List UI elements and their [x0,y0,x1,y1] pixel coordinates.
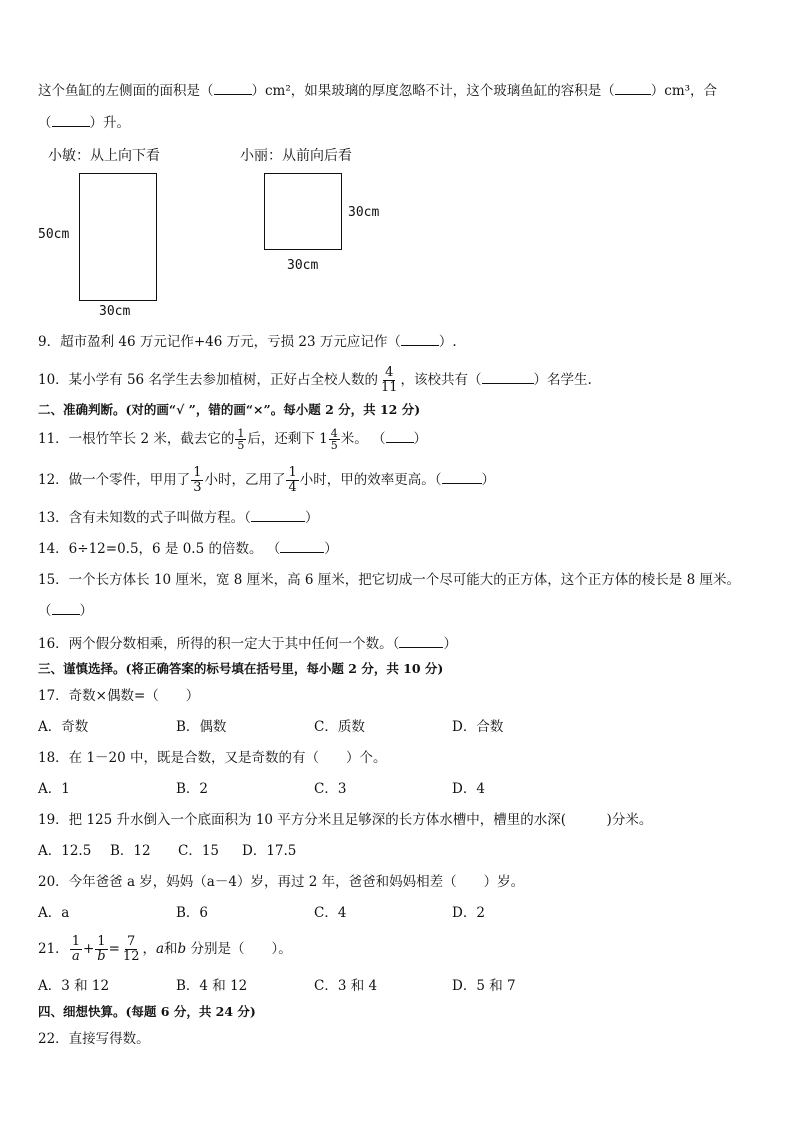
question-12: 12．做一个零件，甲用了 $\frac{1}{3}$ 小时，乙用了 $\frac{1}{4}$ 小时，甲的效率更高。（ ） [38,465,495,495]
fraction: $\frac{1}{4}$ [288,465,297,495]
front-view-square [264,173,342,250]
question-15: 15．一个长方体长 10 厘米，宽 8 厘米，高 6 厘米，把它切成一个尽可能大的正方体，这个正方体的棱长是 8 厘米。 [38,572,740,588]
front-view-width-label: 30cm [287,258,319,273]
top-view-width-label: 30cm [99,304,131,319]
option-a[interactable]: A．奇数 [38,719,89,735]
answer-blank[interactable] [615,82,651,95]
option-b[interactable]: B．偶数 [176,719,227,735]
fraction: $\frac{1}{a}$ [71,934,80,964]
answer-blank[interactable] [214,82,252,95]
question-16: 16．两个假分数相乘，所得的积一定大于其中任何一个数。（ ） [38,636,457,652]
option-d[interactable]: D．2 [452,905,485,921]
option-c[interactable]: C．3 和 4 [314,978,378,994]
answer-blank[interactable] [52,114,90,127]
fraction: $\frac{4}{5}$ [330,427,338,452]
question-13: 13．含有未知数的式子叫做方程。（ ） [38,510,319,526]
question-15-answer: （ ） [38,603,93,619]
fraction: $\frac{1}{3}$ [193,465,202,495]
option-a[interactable]: A．12.5 [38,843,92,859]
question-21: 21． $\frac{1}{a}$ + $\frac{1}{b}$ = $\frac{7}{12}$ ，a和b 分别是（ ）。 [38,934,292,964]
question-18: 18．在 1－20 中，既是合数，又是奇数的有（ ）个。 [38,750,387,766]
option-c[interactable]: C．4 [314,905,347,921]
fraction: $\frac{4}{11}$ [380,365,398,395]
option-d[interactable]: D．17.5 [242,843,297,859]
question-11: 11．一根竹竿长 2 米，截去它的 $\frac{1}{5}$ 后，还剩下 1 $\frac{4}{5}$ 米。 （ ） [38,427,428,452]
top-view-title: 小敏：从上向下看 [48,148,160,164]
question-9: 9．超市盈利 46 万元记作+46 万元，亏损 23 万元应记作（ ）. [38,334,457,350]
option-c[interactable]: C．3 [314,781,347,797]
answer-blank[interactable] [482,371,534,384]
answer-blank[interactable] [399,635,443,648]
answer-blank[interactable] [401,333,439,346]
option-d[interactable]: D．4 [452,781,485,797]
section-2-heading: 二、准确判断。(对的画“√ ”，错的画“×”。每小题 2 分，共 12 分) [38,402,421,417]
question-17: 17．奇数×偶数=（ ） [38,688,200,704]
question-22: 22．直接写得数。 [38,1031,150,1047]
answer-blank[interactable] [442,471,482,484]
option-b[interactable]: B．4 和 12 [176,978,248,994]
fraction: $\frac{1}{5}$ [237,427,245,452]
q8-line1: 这个鱼缸的左侧面的面积是（ ）cm²，如果玻璃的厚度忽略不计，这个玻璃鱼缸的容积是（ ）cm³，合 [38,83,718,99]
answer-blank[interactable] [52,602,80,615]
option-b[interactable]: B．12 [110,843,151,859]
front-view-title: 小丽：从前向后看 [240,148,352,164]
question-10: 10．某小学有 56 名学生去参加植树，正好占全校人数的 $\frac{4}{11}$ ，该校共有（ ）名学生. [38,365,592,395]
fraction: $\frac{1}{b}$ [97,934,106,964]
option-a[interactable]: A．1 [38,781,70,797]
top-view-rectangle [79,173,157,301]
fraction: $\frac{7}{12}$ [122,934,140,964]
question-19: 19．把 125 升水倒入一个底面积为 10 平方分米且足够深的长方体水槽中，槽里的水深( )分米。 [38,812,653,828]
option-a[interactable]: A．a [38,905,70,921]
top-view-height-label: 50cm [38,227,70,242]
option-c[interactable]: C．15 [178,843,220,859]
answer-blank[interactable] [386,430,414,443]
question-20: 20．今年爸爸 a 岁，妈妈（a－4）岁，再过 2 年，爸爸和妈妈相差（ ）岁。 [38,874,525,890]
option-a[interactable]: A．3 和 12 [38,978,110,994]
answer-blank[interactable] [280,540,324,553]
question-14: 14．6÷12=0.5，6 是 0.5 的倍数。 （ ） [38,541,338,557]
q8-line2: （ ）升。 [38,115,130,131]
answer-blank[interactable] [251,509,305,522]
section-4-heading: 四、细想快算。(每题 6 分，共 24 分) [38,1004,256,1019]
option-b[interactable]: B．6 [176,905,209,921]
section-3-heading: 三、谨慎选择。(将正确答案的标号填在括号里，每小题 2 分，共 10 分) [38,661,444,676]
front-view-height-label: 30cm [348,205,380,220]
option-c[interactable]: C．质数 [314,719,365,735]
option-d[interactable]: D．5 和 7 [452,978,516,994]
option-d[interactable]: D．合数 [452,719,504,735]
option-b[interactable]: B．2 [176,781,209,797]
